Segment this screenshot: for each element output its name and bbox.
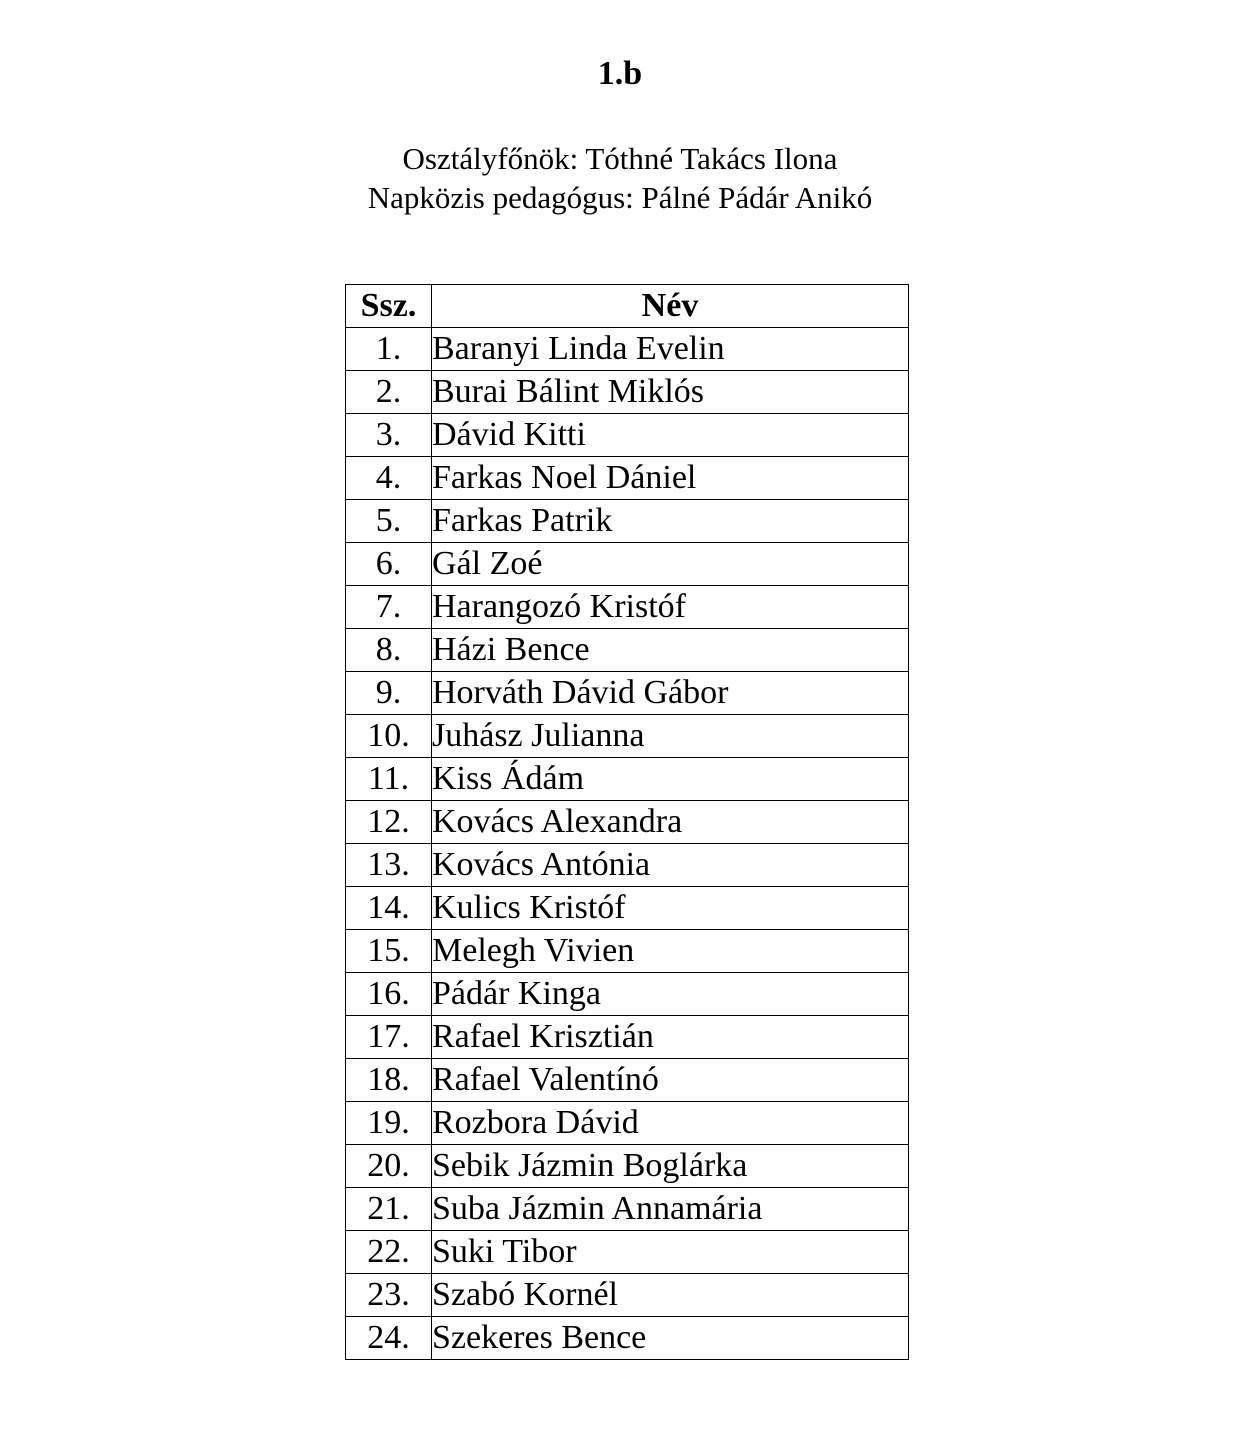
table-row [346,801,909,844]
student-name: Rozbora Dávid [432,1102,909,1145]
student-name: Farkas Patrik [432,500,909,543]
row-number: 20. [346,1145,432,1188]
header-name: Név [432,285,909,328]
student-name: Kovács Alexandra [432,801,909,844]
row-number: 7. [346,586,432,629]
student-name: Pádár Kinga [432,973,909,1016]
student-name: Baranyi Linda Evelin [432,328,909,371]
row-number: 6. [346,543,432,586]
student-name: Harangozó Kristóf [432,586,909,629]
student-name: Dávid Kitti [432,414,909,457]
table-row [346,586,909,629]
header-number: Ssz. [346,285,432,328]
student-name: Kulics Kristóf [432,887,909,930]
student-name: Szekeres Bence [432,1317,909,1360]
row-number: 8. [346,629,432,672]
table-row [346,758,909,801]
student-name: Melegh Vivien [432,930,909,973]
page-title: 1.b [597,55,643,92]
student-name: Kiss Ádám [432,758,909,801]
row-number: 18. [346,1059,432,1102]
student-name: Farkas Noel Dániel [432,457,909,500]
table-row [346,629,909,672]
table-row [346,457,909,500]
student-name: Horváth Dávid Gábor [432,672,909,715]
student-name: Gál Zoé [432,543,909,586]
row-number: 14. [346,887,432,930]
row-number: 24. [346,1317,432,1360]
student-name: Rafael Krisztián [432,1016,909,1059]
table-row [346,543,909,586]
row-number: 12. [346,801,432,844]
row-number: 19. [346,1102,432,1145]
class-teacher-line: Osztályfőnök: Tóthné Takács Ilona [402,141,838,176]
table-row [346,328,909,371]
student-roster-table [345,284,909,1360]
row-number: 22. [346,1231,432,1274]
row-number: 1. [346,328,432,371]
row-number: 17. [346,1016,432,1059]
table-row [346,1231,909,1274]
row-number: 21. [346,1188,432,1231]
table-row [346,1317,909,1360]
row-number: 9. [346,672,432,715]
row-number: 5. [346,500,432,543]
table-row [346,672,909,715]
student-name: Szabó Kornél [432,1274,909,1317]
table-row [346,1145,909,1188]
row-number: 3. [346,414,432,457]
table-body [346,328,909,1360]
student-name: Juhász Julianna [432,715,909,758]
table-row [346,500,909,543]
row-number: 23. [346,1274,432,1317]
student-name: Sebik Jázmin Boglárka [432,1145,909,1188]
row-number: 16. [346,973,432,1016]
table-row [346,887,909,930]
table-row [346,1188,909,1231]
student-name: Házi Bence [432,629,909,672]
row-number: 2. [346,371,432,414]
student-name: Kovács Antónia [432,844,909,887]
row-number: 13. [346,844,432,887]
table-row [346,715,909,758]
row-number: 11. [346,758,432,801]
table-row [346,973,909,1016]
student-name: Suba Jázmin Annamária [432,1188,909,1231]
table-row [346,930,909,973]
row-number: 4. [346,457,432,500]
row-number: 10. [346,715,432,758]
table-row [346,1059,909,1102]
table-row [346,1016,909,1059]
student-name: Suki Tibor [432,1231,909,1274]
table-header-row [346,285,909,328]
staff-info [0,139,1240,217]
table-row [346,1274,909,1317]
table-row [346,414,909,457]
table-row [346,371,909,414]
student-name: Rafael Valentínó [432,1059,909,1102]
table-row [346,1102,909,1145]
afternoon-teacher-line: Napközis pedagógus: Pálné Pádár Anikó [367,180,873,215]
table-row [346,844,909,887]
student-name: Burai Bálint Miklós [432,371,909,414]
row-number: 15. [346,930,432,973]
